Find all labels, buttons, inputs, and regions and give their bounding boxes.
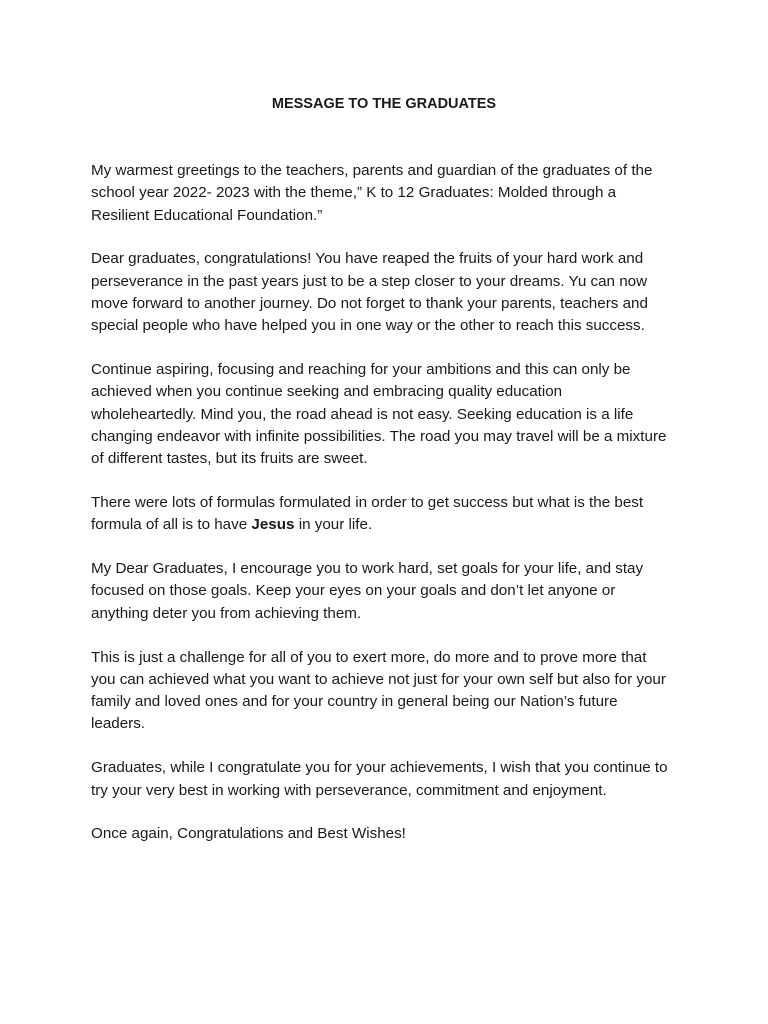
document-title: MESSAGE TO THE GRADUATES <box>271 96 497 112</box>
paragraph-achievements: Graduates, while I congratulate you for your achievements, I wish that you continue to try your very best in working with perseverance, commitment and enjoyment. <box>91 759 668 799</box>
paragraph-challenge: This is just a challenge for all of you to exert more, do more and to prove more that you can achieved what you want to achieve not just for your own self but also for your family and loved ones and for your country in general being our Nation’s future leaders. <box>91 648 666 733</box>
formula-text-before: There were lots of formulas formulated in order to get success but what is the best formula of all is to have <box>91 494 644 534</box>
formula-bold-word: Jesus <box>251 516 295 534</box>
document-body <box>91 160 671 867</box>
paragraph-closing: Once again, Congratulations and Best Wishes! <box>91 825 406 843</box>
paragraph-formula <box>91 492 671 537</box>
paragraph-encourage: My Dear Graduates, I encourage you to work hard, set goals for your life, and stay focused on those goals. Keep your eyes on your goals and don’t let anyone or anything deter you from achieving them. <box>91 560 644 622</box>
paragraph-congratulations: Dear graduates, congratulations! You have reaped the fruits of your hard work and perseverance in the past years just to be a step closer to your dreams. Yu can now move forward to another journey. Do not forget to thank your parents, teachers and special people who have helped you in one way or the other to reach this success. <box>91 250 648 335</box>
formula-text-after: in your life. <box>294 516 373 534</box>
paragraph-aspiring: Continue aspiring, focusing and reaching for your ambitions and this can only be achieved when you continue seeking and embracing quality education wholeheartedly. Mind you, the road ahead is not easy. Seeking education is a life changing endeavor with infinite possibilities. The road you may travel will be a mixture of different tastes, but its fruits are sweet. <box>91 361 667 468</box>
paragraph-greetings: My warmest greetings to the teachers, parents and guardian of the graduates of the school year 2022- 2023 with the theme,” K to 12 Graduates: Molded through a Resilient Educational Foundation.” <box>91 162 653 224</box>
